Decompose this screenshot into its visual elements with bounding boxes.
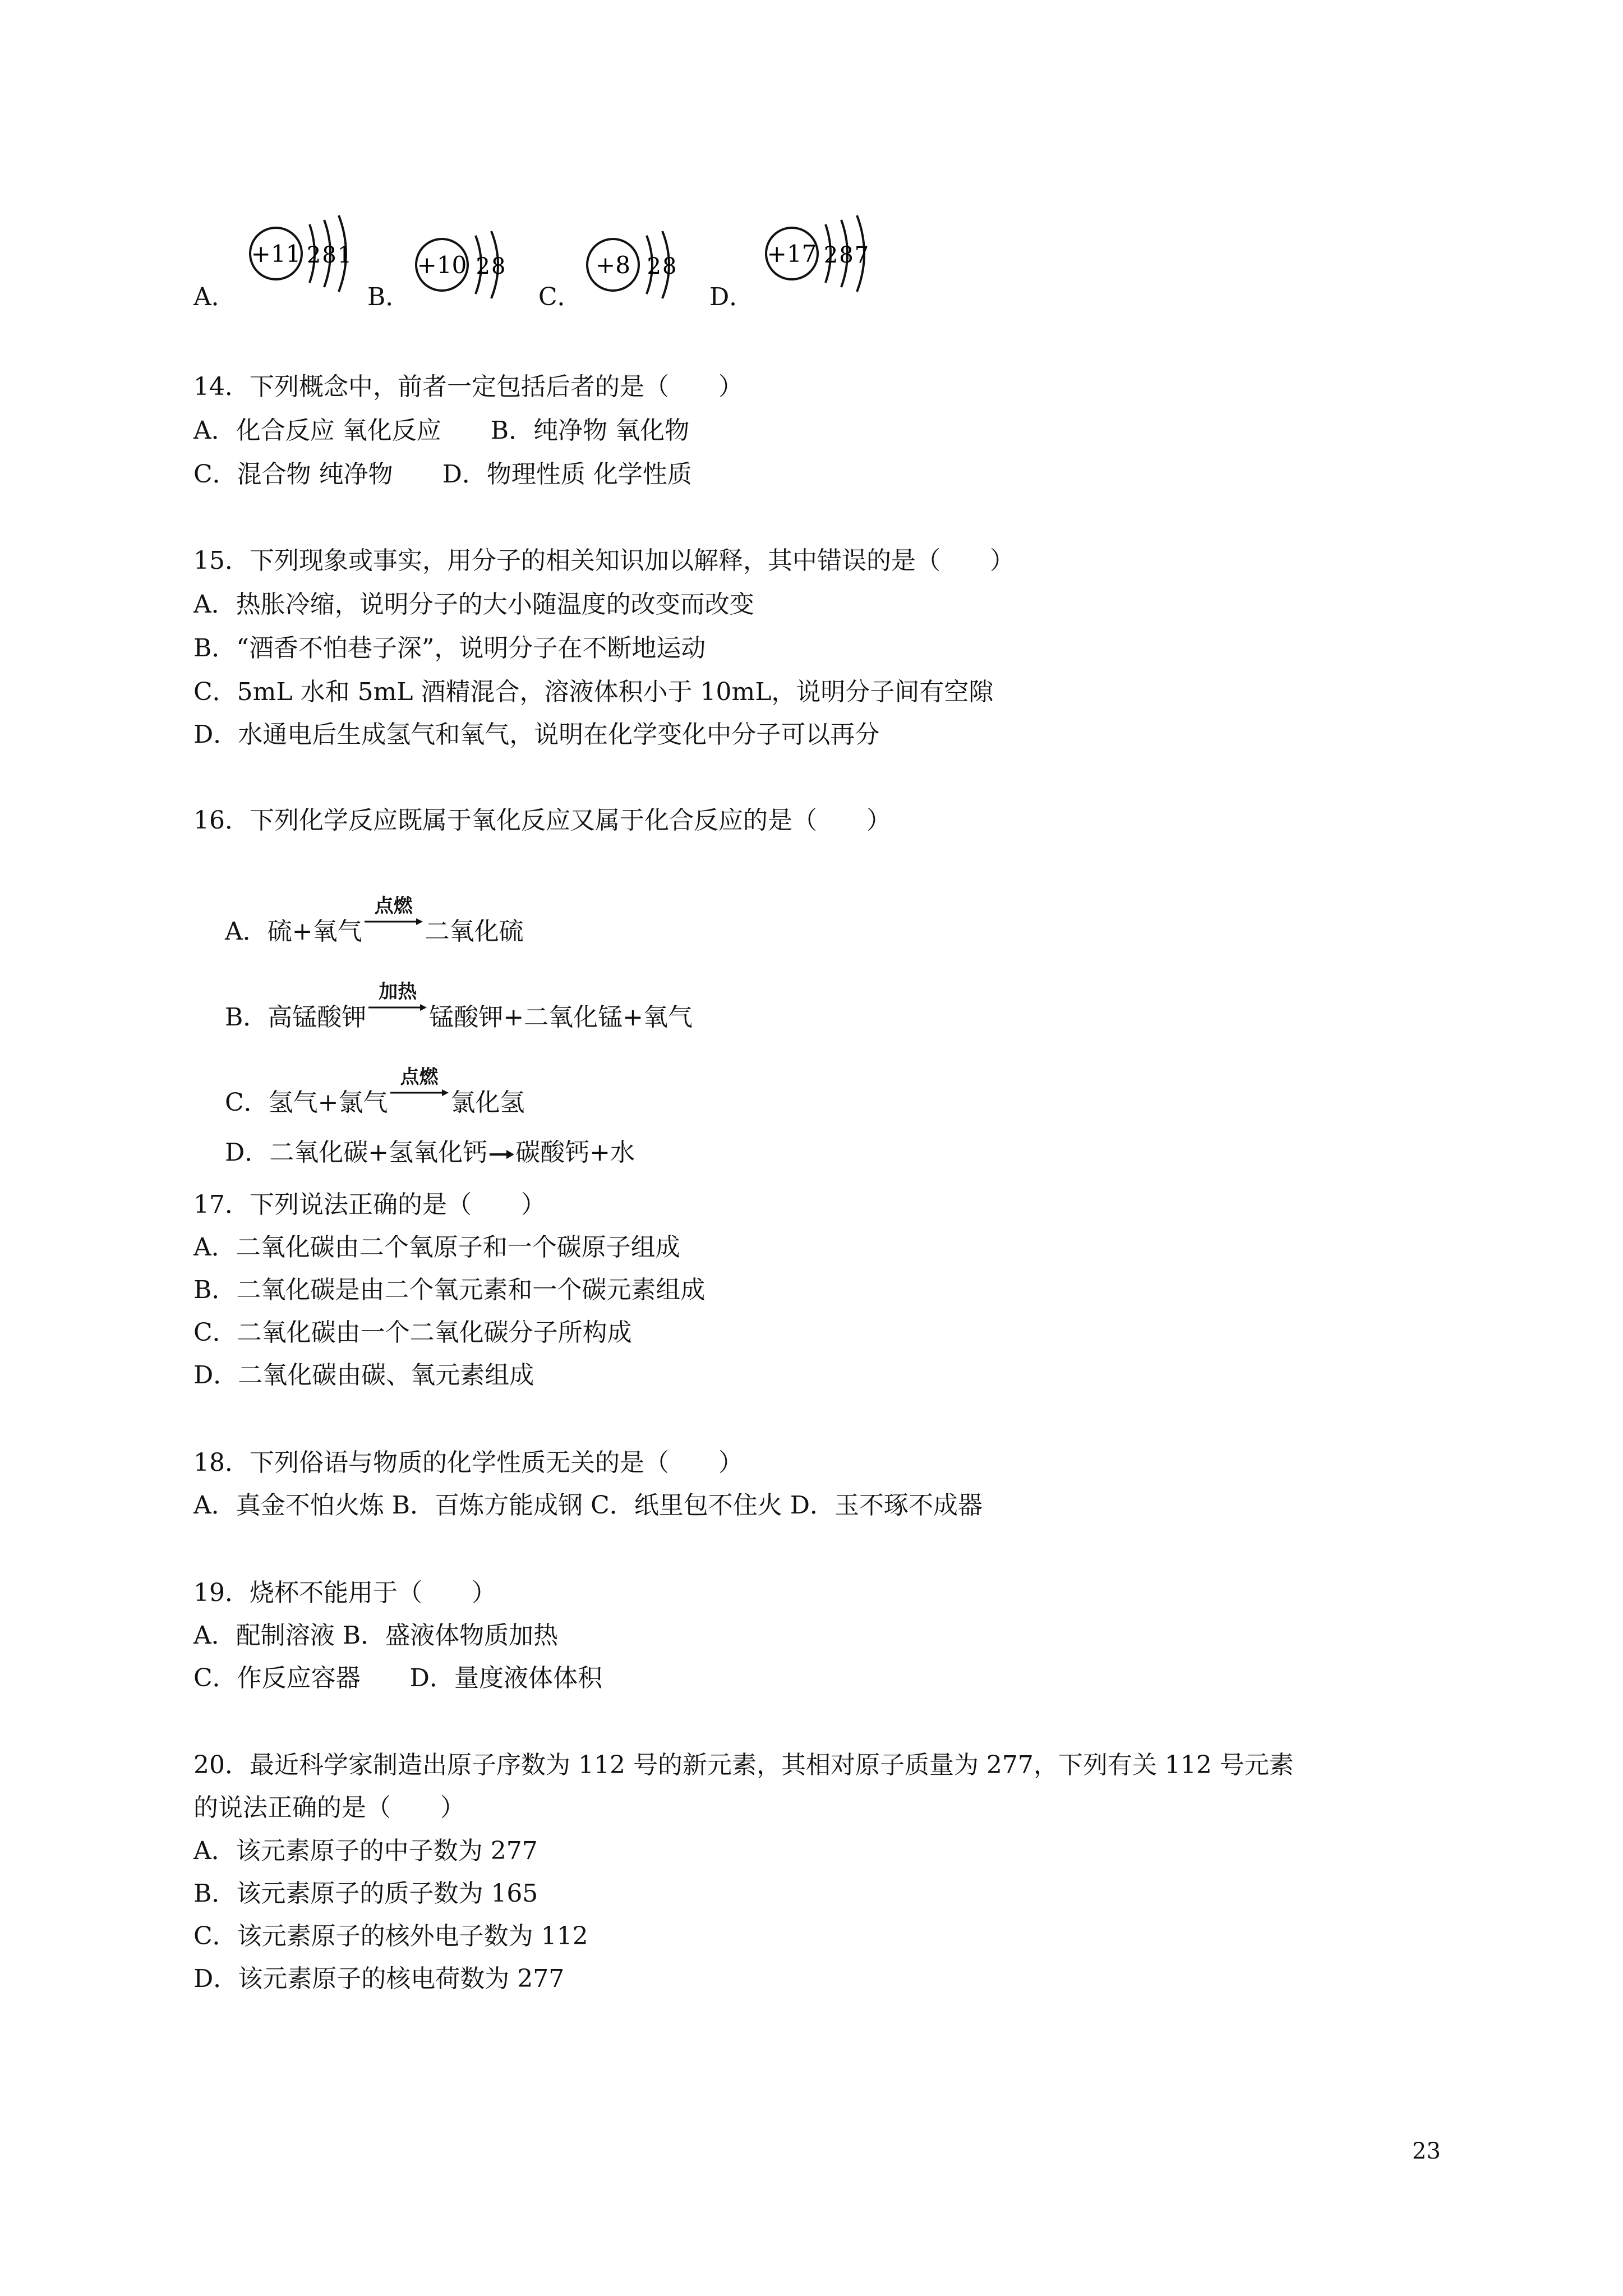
electron-config: 281 xyxy=(306,242,353,268)
q15-option-a: A．热胀冷缩，说明分子的大小随温度的改变而改变 xyxy=(193,590,754,619)
reaction-condition: 点燃 xyxy=(400,1066,439,1088)
q14-options-line-1: A．化合反应 氧化反应 B．纯净物 氧化物 xyxy=(193,416,690,445)
reactants: C．氢气+氯气 xyxy=(224,1088,388,1117)
q17-option-a: A．二氧化碳由二个氧原子和一个碳原子组成 xyxy=(193,1233,680,1262)
electron-config: 28 xyxy=(476,254,507,279)
arrow-icon xyxy=(363,916,424,927)
q20-option-c: C．该元素原子的核外电子数为 112 xyxy=(193,1922,588,1950)
products: 氯化氢 xyxy=(450,1088,525,1117)
reactants: A．硫+氧气 xyxy=(224,917,362,946)
nucleus-charge: +11 xyxy=(251,240,301,268)
q20-option-d: D．该元素原子的核电荷数为 277 xyxy=(193,1964,565,1993)
q14-options-line-2: C．混合物 纯净物 D．物理性质 化学性质 xyxy=(193,460,692,489)
reaction-condition: 加热 xyxy=(379,981,417,1003)
nucleus-charge: +8 xyxy=(596,251,630,279)
q15-stem: 15．下列现象或事实，用分子的相关知识加以解释，其中错误的是（ ） xyxy=(193,546,1015,575)
arrow-icon xyxy=(389,1087,450,1098)
q15-option-b: B．“酒香不怕巷子深”，说明分子在不断地运动 xyxy=(193,634,706,662)
option-label: B． xyxy=(367,283,411,311)
q19-options-line-2: C．作反应容器 D．量度液体体积 xyxy=(193,1664,602,1692)
nucleus-charge: +17 xyxy=(767,240,817,268)
arrow-icon xyxy=(367,1002,428,1013)
q20-option-a: A．该元素原子的中子数为 277 xyxy=(193,1837,538,1865)
products: 锰酸钾+二氧化锰+氧气 xyxy=(429,1003,693,1032)
q15-option-c: C．5mL 水和 5mL 酒精混合，溶液体积小于 10mL，说明分子间有空隙 xyxy=(193,678,994,706)
reactants: B．高锰酸钾 xyxy=(224,1003,367,1032)
q14-stem: 14．下列概念中，前者一定包括后者的是（ ） xyxy=(193,372,743,401)
q18-stem: 18．下列俗语与物质的化学性质无关的是（ ） xyxy=(193,1448,743,1477)
products: 二氧化硫 xyxy=(425,917,524,946)
q16-stem: 16．下列化学反应既属于氧化反应又属于化合反应的是（ ） xyxy=(193,806,891,835)
q15-option-d: D．水通电后生成氢气和氧气，说明在化学变化中分子可以再分 xyxy=(193,720,880,749)
option-label: C． xyxy=(538,283,582,311)
reaction-condition: 点燃 xyxy=(374,895,413,917)
page-number: 23 xyxy=(1412,2138,1441,2164)
option-label: D． xyxy=(709,283,754,311)
q20-option-b: B．该元素原子的质子数为 165 xyxy=(193,1879,538,1908)
products: 碳酸钙+水 xyxy=(515,1138,635,1167)
q19-stem: 19．烧杯不能用于（ ） xyxy=(193,1579,496,1607)
option-label: A． xyxy=(193,283,236,311)
q17-option-c: C．二氧化碳由一个二氧化碳分子所构成 xyxy=(193,1318,632,1347)
arrow-icon xyxy=(487,1138,515,1171)
q17-option-b: B．二氧化碳是由二个氧元素和一个碳元素组成 xyxy=(193,1276,706,1304)
atom-structure-diagram xyxy=(236,208,365,320)
q17-option-d: D．二氧化碳由碳、氧元素组成 xyxy=(193,1361,534,1389)
q17-stem: 17．下列说法正确的是（ ） xyxy=(193,1190,546,1219)
reaction-arrow xyxy=(367,981,428,1025)
q20-stem-line-1: 20．最近科学家制造出原子序数为 112 号的新元素，其相对原子质量为 277，下列有关 112 号元素 xyxy=(193,1751,1294,1779)
atom-structure-diagram xyxy=(580,219,693,331)
reaction-arrow xyxy=(363,895,424,940)
nucleus-charge: +10 xyxy=(417,251,467,279)
q19-options-line-1: A．配制溶液 B．盛液体物质加热 xyxy=(193,1621,559,1650)
q18-options: A．真金不怕火炼 B．百炼方能成钢 C．纸里包不住火 D．玉不琢不成器 xyxy=(193,1491,983,1520)
electron-config: 28 xyxy=(647,254,678,279)
atom-structure-diagram xyxy=(751,208,886,320)
atom-structure-diagram xyxy=(409,219,522,331)
electron-config: 287 xyxy=(823,242,870,268)
reactants: D．二氧化碳+氢氧化钙 xyxy=(224,1138,488,1167)
q20-stem-line-2: 的说法正确的是（ ） xyxy=(193,1793,465,1822)
